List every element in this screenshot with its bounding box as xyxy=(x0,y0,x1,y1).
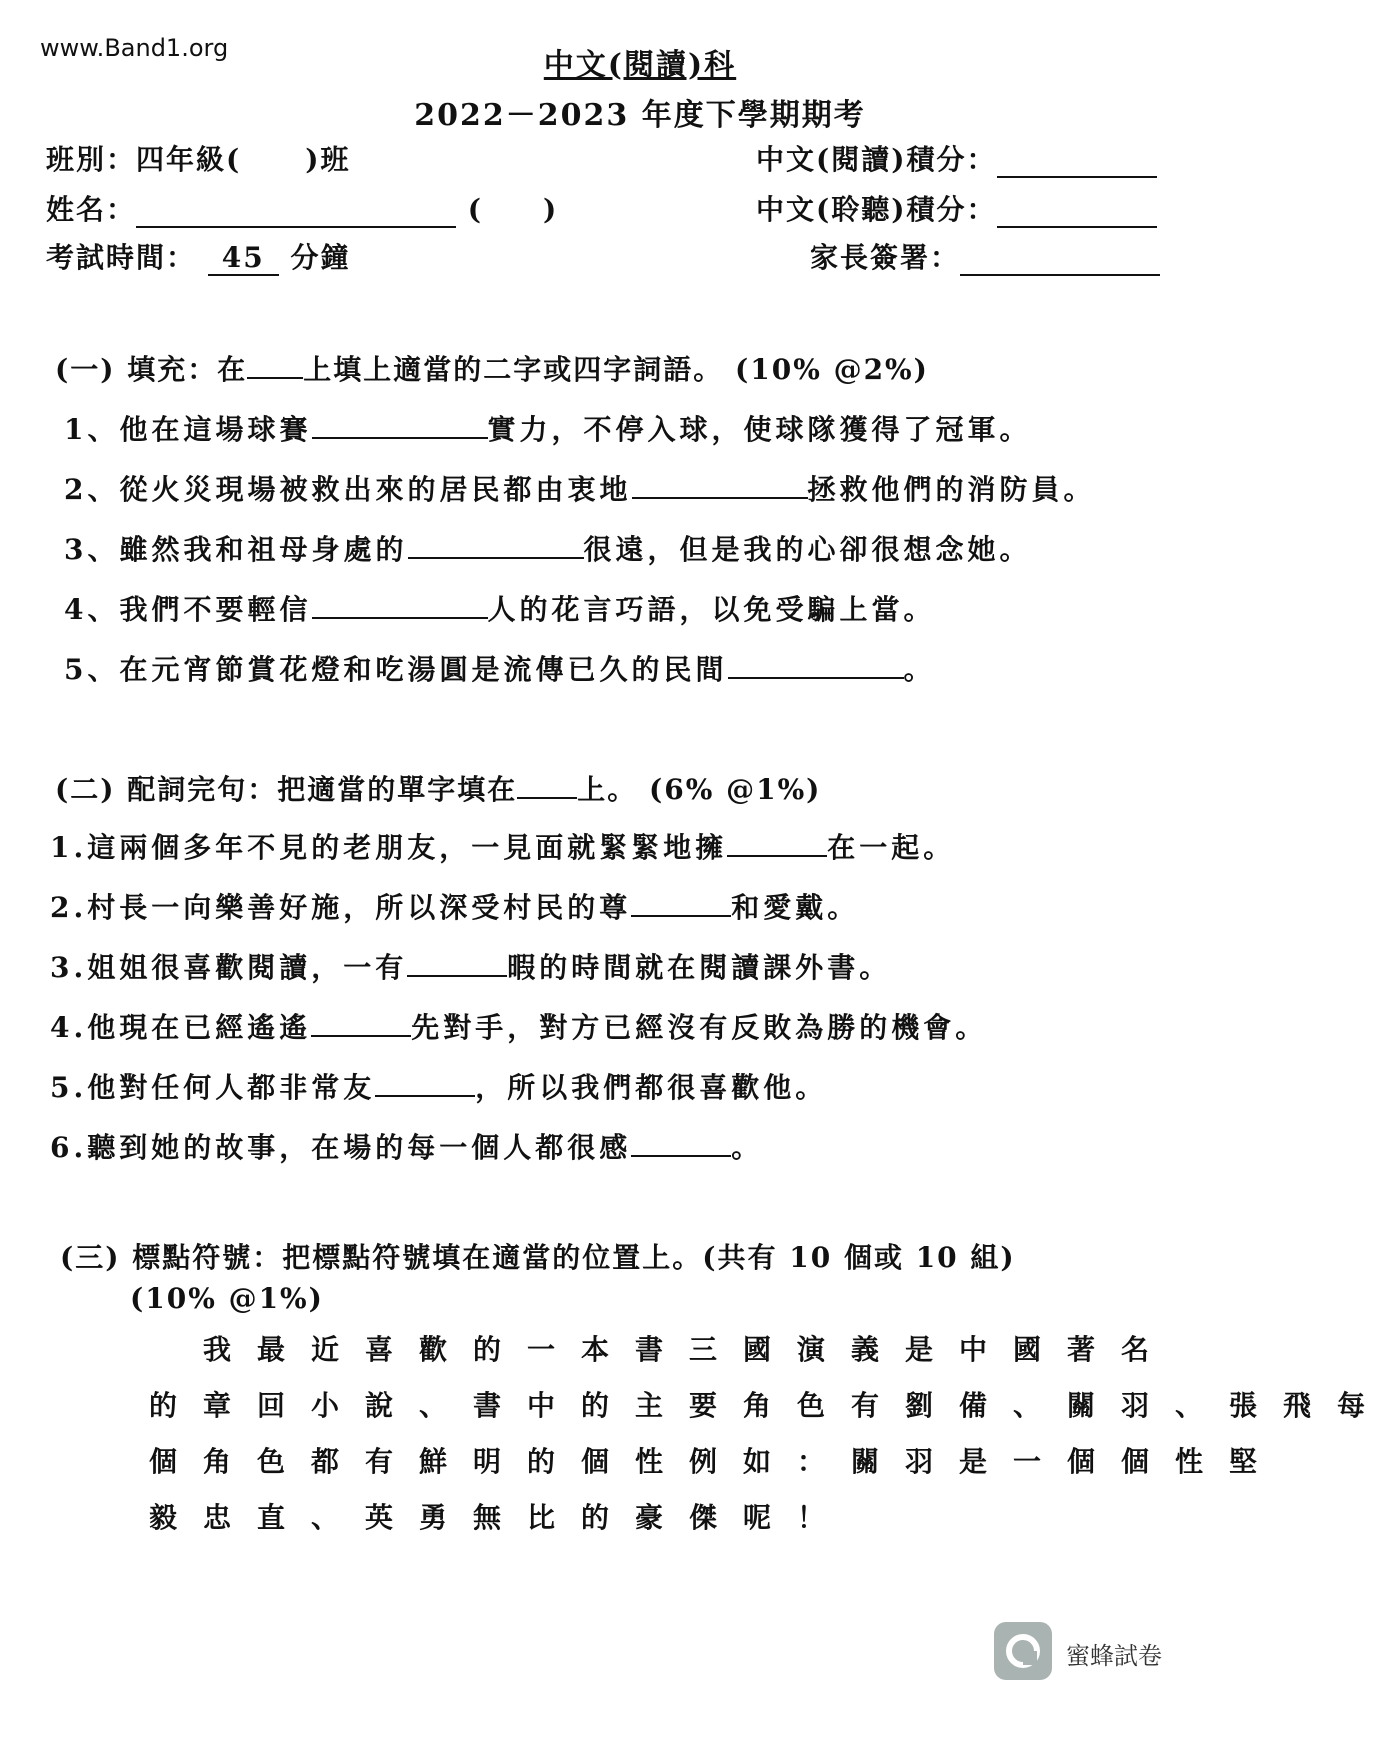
answer-blank[interactable] xyxy=(312,413,488,439)
answer-blank[interactable] xyxy=(375,1071,475,1097)
passage-char: 名 xyxy=(1120,1333,1149,1366)
section3-marks: (10% @1%) xyxy=(130,1282,324,1315)
section1-title: (一) 填充：在 上填上適當的二字或四字詞語。 (10% @2%) xyxy=(55,353,929,386)
section1-question-3: 3、雖然我和祖母身處的 很遠，但是我的心卻很想念她。 xyxy=(64,533,1032,566)
passage-char: 呢 xyxy=(742,1501,771,1534)
passage-char: 著 xyxy=(1066,1333,1095,1366)
passage-char: 直 xyxy=(256,1501,285,1534)
answer-blank[interactable] xyxy=(312,593,488,619)
section1-question-1: 1、他在這場球賽 實力，不停入球，使球隊獲得了冠軍。 xyxy=(64,413,1032,446)
passage-char: 角 xyxy=(202,1445,231,1478)
passage-char: 如 xyxy=(742,1445,771,1478)
passage-char: 劉 xyxy=(904,1389,933,1422)
passage-char: 每 xyxy=(1336,1389,1365,1422)
exam-subtitle: 2022－2023 年度下學期期考 xyxy=(414,98,866,133)
passage-char: 、 xyxy=(1012,1389,1041,1422)
answer-blank[interactable] xyxy=(407,951,507,977)
answer-blank[interactable] xyxy=(631,891,731,917)
answer-blank[interactable] xyxy=(631,1131,731,1157)
answer-blank[interactable] xyxy=(727,831,827,857)
logo-text: 蜜蜂試卷 xyxy=(1066,1642,1162,1670)
section2-title: (二) 配詞完句：把適當的單字填在 上。 (6% @1%) xyxy=(55,773,822,806)
parent-signature-field: 家長簽署： xyxy=(810,236,1160,276)
passage-char: 要 xyxy=(688,1389,717,1422)
name-field: 姓名： ( ) xyxy=(46,193,559,226)
passage-char: 一 xyxy=(526,1333,555,1366)
section2-question-6: 6.聽到她的故事，在場的每一個人都很感 。 xyxy=(50,1131,764,1164)
listening-score-field: 中文(聆聽)積分： xyxy=(756,188,1157,228)
reading-score-field: 中文(閱讀)積分： xyxy=(756,138,1157,178)
passage-char: 性 xyxy=(1174,1445,1203,1478)
class-field: 班別：四年級( )班 xyxy=(46,143,351,176)
exam-time-field: 考試時間： 45 分鐘 xyxy=(46,241,351,274)
passage-char: 毅 xyxy=(148,1501,177,1534)
passage-char: 角 xyxy=(742,1389,771,1422)
passage-char: 中 xyxy=(958,1333,987,1366)
passage-row xyxy=(136,1496,1378,1552)
section3-title: (三) 標點符號：把標點符號填在適當的位置上。(共有 10 個或 10 組) xyxy=(60,1241,1016,1274)
passage-char: 一 xyxy=(1012,1445,1041,1478)
punctuation-passage xyxy=(136,1328,1378,1552)
passage-char: 例 xyxy=(688,1445,717,1478)
passage-char: 章 xyxy=(202,1389,231,1422)
passage-char: 個 xyxy=(1066,1445,1095,1478)
passage-char: 性 xyxy=(634,1445,663,1478)
passage-char: 主 xyxy=(634,1389,663,1422)
passage-char: 本 xyxy=(580,1333,609,1366)
passage-char: 回 xyxy=(256,1389,285,1422)
watermark-url: www.Band1.org xyxy=(40,34,229,62)
passage-char: 羽 xyxy=(1120,1389,1149,1422)
passage-char: 傑 xyxy=(688,1501,717,1534)
passage-char: 豪 xyxy=(634,1501,663,1534)
section1-question-5: 5、在元宵節賞花燈和吃湯圓是流傳已久的民間 。 xyxy=(64,653,936,686)
passage-char: 忠 xyxy=(202,1501,231,1534)
passage-char: 的 xyxy=(472,1333,501,1366)
passage-char: ： xyxy=(796,1445,825,1478)
passage-char: 都 xyxy=(310,1445,339,1478)
passage-char: 張 xyxy=(1228,1389,1257,1422)
passage-char: 喜 xyxy=(364,1333,393,1366)
passage-row xyxy=(136,1328,1378,1384)
passage-char: 我 xyxy=(202,1333,231,1366)
section2-question-3: 3.姐姐很喜歡閱讀，一有 暇的時間就在閱讀課外書。 xyxy=(50,951,892,984)
passage-char: 是 xyxy=(958,1445,987,1478)
passage-char: 有 xyxy=(364,1445,393,1478)
passage-char: 備 xyxy=(958,1389,987,1422)
passage-char xyxy=(136,1328,190,1384)
passage-char: 書 xyxy=(472,1389,501,1422)
passage-char: 無 xyxy=(472,1501,501,1534)
passage-char: 個 xyxy=(148,1445,177,1478)
passage-char: 三 xyxy=(688,1333,717,1366)
passage-char: 飛 xyxy=(1282,1389,1311,1422)
answer-blank[interactable] xyxy=(408,533,584,559)
listening-score-line[interactable] xyxy=(997,198,1157,228)
exam-title: 中文(閱讀)科 xyxy=(543,48,737,83)
passage-char: 歡 xyxy=(418,1333,447,1366)
answer-blank[interactable] xyxy=(311,1011,411,1037)
passage-char: 說 xyxy=(364,1389,393,1422)
passage-char: 、 xyxy=(1174,1389,1203,1422)
passage-char: 、 xyxy=(418,1389,447,1422)
section1-question-4: 4、我們不要輕信 人的花言巧語，以免受騙上當。 xyxy=(64,593,936,626)
passage-char: 中 xyxy=(526,1389,555,1422)
passage-char: 堅 xyxy=(1228,1445,1257,1478)
passage-char: 羽 xyxy=(904,1445,933,1478)
answer-blank[interactable] xyxy=(632,473,808,499)
passage-char: 個 xyxy=(1120,1445,1149,1478)
passage-char: 最 xyxy=(256,1333,285,1366)
exam-time-value: 45 xyxy=(208,241,279,276)
passage-char: 書 xyxy=(634,1333,663,1366)
passage-row xyxy=(136,1384,1378,1440)
bee-logo-icon xyxy=(994,1622,1052,1680)
passage-char: 是 xyxy=(904,1333,933,1366)
name-input-line[interactable] xyxy=(136,198,456,228)
passage-char: 明 xyxy=(472,1445,501,1478)
passage-char: 色 xyxy=(256,1445,285,1478)
passage-char: 勇 xyxy=(418,1501,447,1534)
passage-char: 、 xyxy=(310,1501,339,1534)
section2-question-2: 2.村長一向樂善好施，所以深受村民的尊 和愛戴。 xyxy=(50,891,860,924)
passage-char: 比 xyxy=(526,1501,555,1534)
passage-char: 有 xyxy=(850,1389,879,1422)
passage-char: 關 xyxy=(1066,1389,1095,1422)
section2-question-4: 4.他現在已經遙遙 先對手，對方已經沒有反敗為勝的機會。 xyxy=(50,1011,988,1044)
passage-char: 色 xyxy=(796,1389,825,1422)
passage-char: 小 xyxy=(310,1389,339,1422)
passage-row xyxy=(136,1440,1378,1496)
passage-char: 個 xyxy=(580,1445,609,1478)
section1-question-2: 2、從火災現場被救出來的居民都由衷地 拯救他們的消防員。 xyxy=(64,473,1096,506)
section2-question-1: 1.這兩個多年不見的老朋友，一見面就緊緊地擁 在一起。 xyxy=(50,831,956,864)
answer-blank[interactable] xyxy=(728,653,904,679)
passage-char: 國 xyxy=(1012,1333,1041,1366)
passage-char: 英 xyxy=(364,1501,393,1534)
passage-char: 的 xyxy=(148,1389,177,1422)
parent-signature-line[interactable] xyxy=(960,246,1160,276)
passage-char: 的 xyxy=(580,1501,609,1534)
passage-char: 義 xyxy=(850,1333,879,1366)
passage-char: 近 xyxy=(310,1333,339,1366)
passage-char: 的 xyxy=(580,1389,609,1422)
passage-char: ！ xyxy=(796,1501,825,1534)
passage-char: 關 xyxy=(850,1445,879,1478)
section2-question-5: 5.他對任何人都非常友 ，所以我們都很喜歡他。 xyxy=(50,1071,828,1104)
passage-char: 國 xyxy=(742,1333,771,1366)
passage-char: 鮮 xyxy=(418,1445,447,1478)
passage-char: 的 xyxy=(526,1445,555,1478)
passage-char: 演 xyxy=(796,1333,825,1366)
reading-score-line[interactable] xyxy=(997,148,1157,178)
